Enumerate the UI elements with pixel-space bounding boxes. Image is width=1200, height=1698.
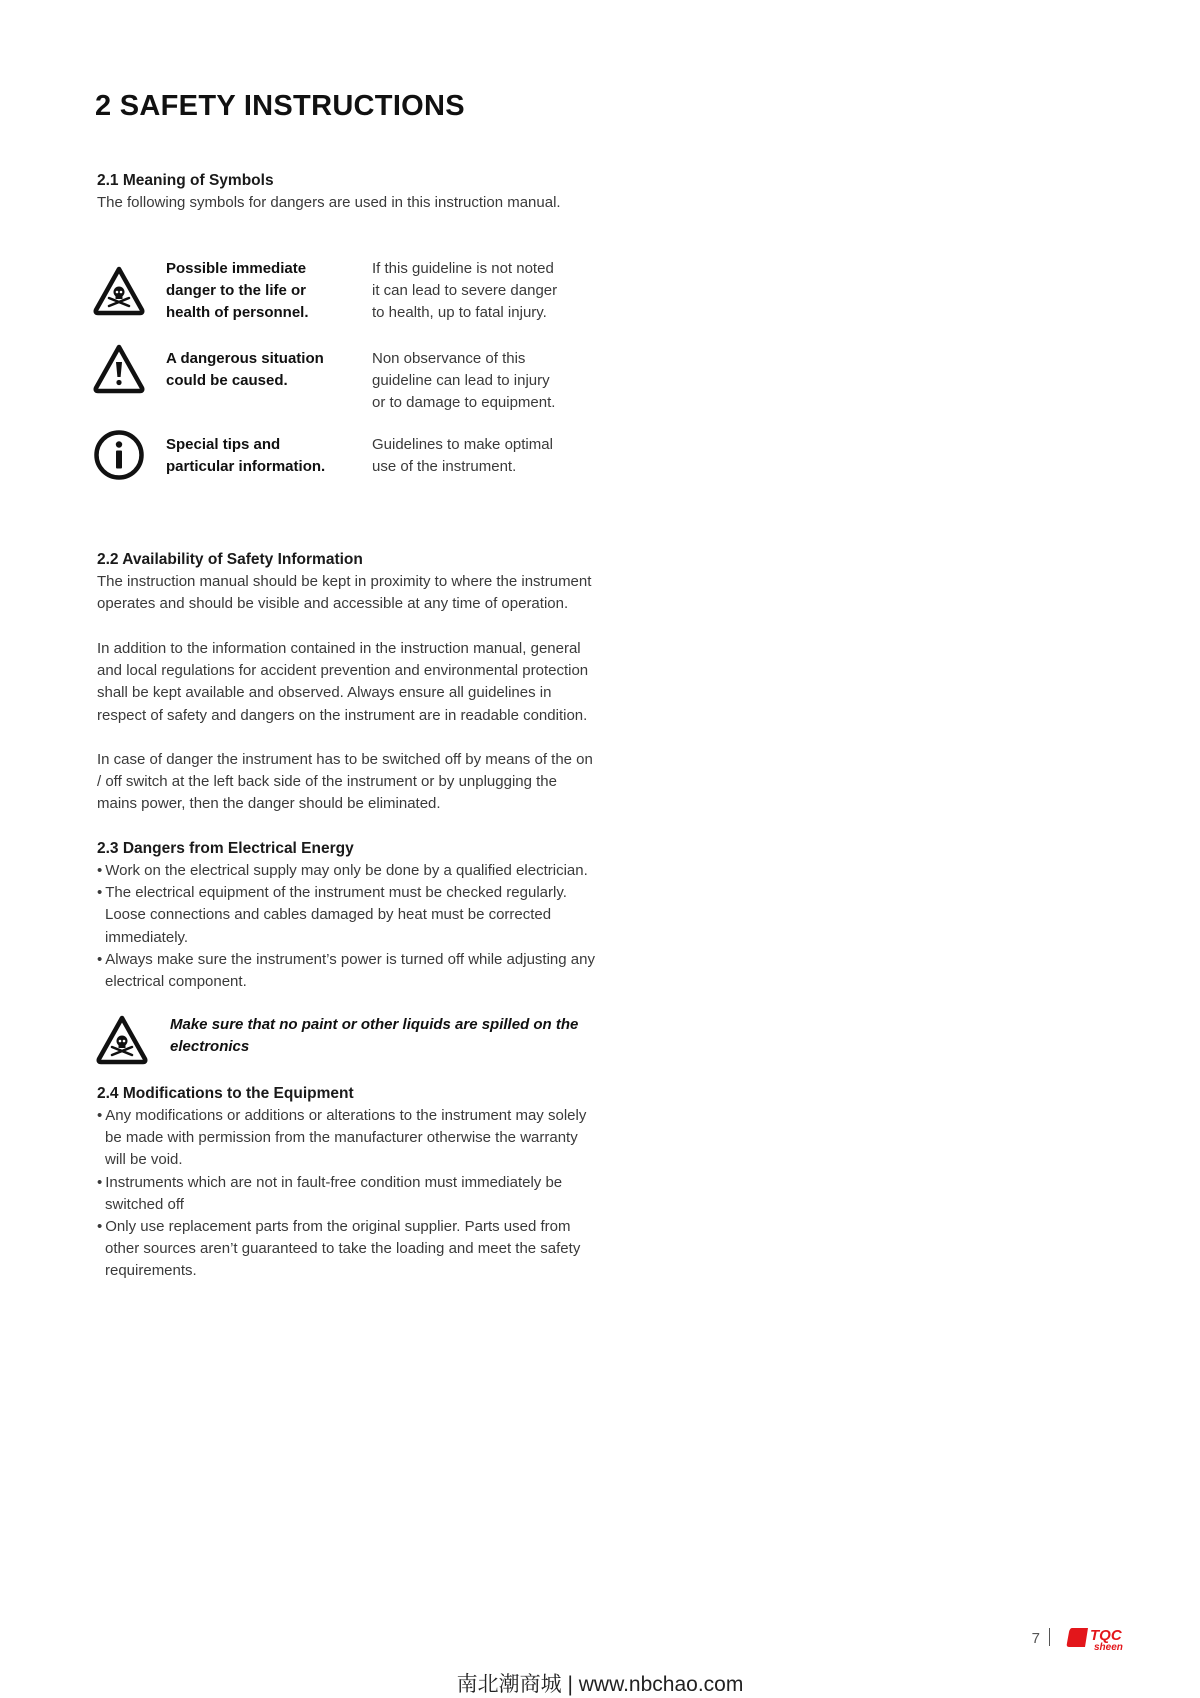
page-title: 2 SAFETY INSTRUCTIONS (95, 90, 465, 122)
list-item: • Always make sure the instrument’s power is turned off while adjusting any electrical component. (97, 949, 602, 993)
list-item: • Any modifications or additions or alterations to the instrument may solely be made with permission from the manufacturer otherwise the warranty will be void. (97, 1105, 602, 1172)
section-2-2-paragraph-3: In case of danger the instrument has to be switched off by means of the on / off switch at the left back side of the instrument or by unplugging the mains power, then the danger should be eliminated. (97, 751, 593, 813)
exclamation-warning-icon (93, 343, 145, 395)
list-item: • Only use replacement parts from the original supplier. Parts used from other sources aren’t guaranteed to take the loading and meet the safety requirements. (97, 1216, 602, 1283)
symbol-2-title: A dangerous situation could be caused. (166, 350, 324, 390)
logo-text: TQC (1090, 1627, 1122, 1644)
electronics-warning-text: Make sure that no paint or other liquids are spilled on the electronics (170, 1016, 579, 1056)
skull-warning-icon (93, 265, 145, 317)
section-2-2-title: 2.2 Availability of Safety Information (97, 551, 363, 568)
skull-warning-icon (96, 1014, 148, 1066)
logo-subtext: sheen (1094, 1642, 1123, 1651)
section-2-4-list (97, 1105, 602, 1283)
page-number: 7 (1031, 1630, 1040, 1647)
section-2-1-title: 2.1 Meaning of Symbols (97, 172, 274, 189)
section-2-3-title: 2.3 Dangers from Electrical Energy (97, 840, 354, 857)
watermark: 南北潮商城 | www.nbchao.com (456, 1673, 744, 1696)
list-item: • The electrical equipment of the instrument must be checked regularly. Loose connections and cables damaged by heat must be corrected immediately. (97, 882, 602, 949)
section-2-2-paragraph-2: In addition to the information contained in the instruction manual, general and local regulations for accident prevention and environmental protection shall be kept available and observed. Always ensure all guidelines in respect of safety and dangers on the instrument are in readable condition. (97, 640, 589, 724)
tqc-sheen-logo (1066, 1625, 1136, 1651)
section-2-1-intro: The following symbols for dangers are used in this instruction manual. (97, 194, 561, 211)
symbol-2-desc: Non observance of this guideline can lead to injury or to damage to equipment. (372, 350, 556, 412)
section-2-4-title: 2.4 Modifications to the Equipment (97, 1085, 354, 1102)
symbol-1-title: Possible immediate danger to the life or health of personnel. (166, 260, 309, 322)
footer-divider (1049, 1628, 1050, 1646)
list-item: • Work on the electrical supply may only be done by a qualified electrician. (97, 860, 602, 882)
section-2-3-list (97, 860, 602, 993)
info-icon (93, 429, 145, 481)
section-2-2-paragraph-1: The instruction manual should be kept in proximity to where the instrument operates and should be visible and accessible at any time of operation. (97, 573, 592, 613)
list-item: • Instruments which are not in fault-free condition must immediately be switched off (97, 1172, 602, 1216)
symbol-1-desc: If this guideline is not noted it can lead to severe danger to health, up to fatal injury. (372, 260, 558, 322)
symbol-3-desc: Guidelines to make optimal use of the instrument. (372, 436, 553, 476)
symbol-3-title: Special tips and particular information. (166, 436, 326, 476)
